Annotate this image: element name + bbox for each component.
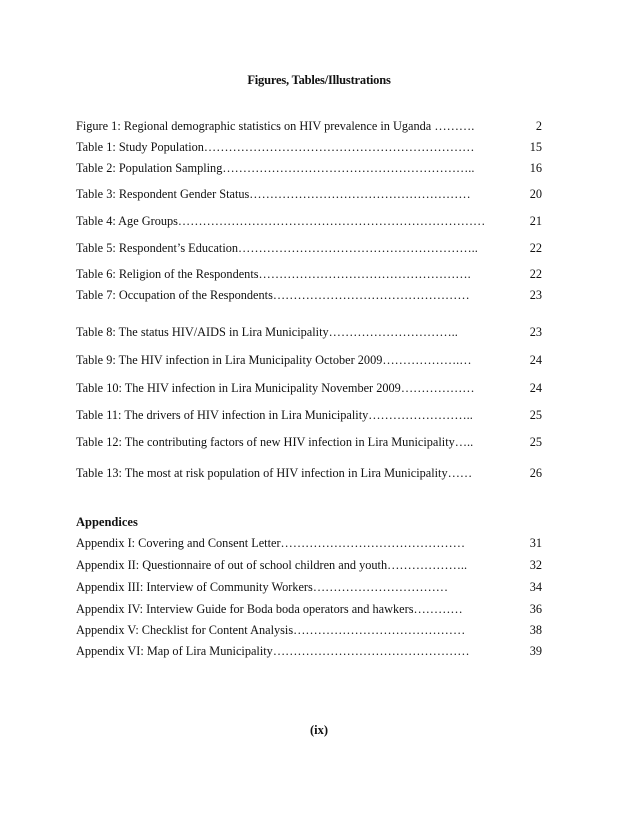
list-entry-page-number: 23 <box>529 288 542 302</box>
appendix-entry-label: Appendix V: Checklist for Content Analysis…………………………………… <box>76 623 466 637</box>
list-entry-page-number: 20 <box>529 187 542 201</box>
list-entry-label: Table 10: The HIV infection in Lira Municipality November 2009……………… <box>76 381 475 395</box>
list-entry-label: Table 2: Population Sampling…………………………………………………….. <box>76 161 475 175</box>
list-entry-label: Table 12: The contributing factors of new HIV infection in Lira Municipality….. <box>76 435 474 449</box>
list-entry-label: Table 3: Respondent Gender Status……………………………………………… <box>76 187 471 201</box>
appendices-heading: Appendices <box>76 515 138 529</box>
appendix-entry-label: Appendix I: Covering and Consent Letter……………………………………… <box>76 536 466 550</box>
list-entry-page-number: 15 <box>529 140 542 154</box>
list-entry-label: Table 8: The status HIV/AIDS in Lira Municipality………………………….. <box>76 325 458 339</box>
appendix-entry-label: Appendix IV: Interview Guide for Boda boda operators and hawkers………… <box>76 602 463 616</box>
list-entry-label: Table 5: Respondent’s Education………………………………………………….. <box>76 241 478 255</box>
appendix-entry-label: Appendix III: Interview of Community Workers…………………………… <box>76 580 449 594</box>
list-entry-label: Table 6: Religion of the Respondents……………………………………………. <box>76 267 471 281</box>
appendix-entry-page-number: 36 <box>529 602 542 616</box>
appendix-entry-page-number: 34 <box>529 580 542 594</box>
list-entry-page-number: 25 <box>529 435 542 449</box>
list-entry-label: Table 1: Study Population………………………………………………………… <box>76 140 475 154</box>
list-entry-page-number: 22 <box>529 241 542 255</box>
page-number: (ix) <box>309 723 329 737</box>
page-title: Figures, Tables/Illustrations <box>247 73 391 87</box>
appendix-entry-page-number: 31 <box>529 536 542 550</box>
list-entry-page-number: 25 <box>529 408 542 422</box>
list-entry-page-number: 24 <box>529 353 542 367</box>
appendix-entry-page-number: 39 <box>529 644 542 658</box>
list-entry-label: Figure 1: Regional demographic statistics on HIV prevalence in Uganda ………. <box>76 119 475 133</box>
list-entry-page-number: 26 <box>529 466 542 480</box>
appendix-entry-label: Appendix VI: Map of Lira Municipality………………………………………… <box>76 644 470 658</box>
list-entry-label: Table 9: The HIV infection in Lira Municipality October 2009……………….… <box>76 353 472 367</box>
list-entry-page-number: 2 <box>535 119 542 133</box>
list-entry-label: Table 7: Occupation of the Respondents………………………………………… <box>76 288 470 302</box>
list-entry-page-number: 24 <box>529 381 542 395</box>
appendix-entry-label: Appendix II: Questionnaire of out of school children and youth……………….. <box>76 558 468 572</box>
list-entry-page-number: 16 <box>529 161 542 175</box>
appendix-entry-page-number: 38 <box>529 623 542 637</box>
appendix-entry-page-number: 32 <box>529 558 542 572</box>
list-entry-label: Table 13: The most at risk population of HIV infection in Lira Municipality…… <box>76 466 473 480</box>
list-entry-page-number: 23 <box>529 325 542 339</box>
list-entry-label: Table 11: The drivers of HIV infection in Lira Municipality…………………….. <box>76 408 473 422</box>
list-entry-label: Table 4: Age Groups………………………………………………………………… <box>76 214 486 228</box>
list-entry-page-number: 21 <box>529 214 542 228</box>
list-entry-page-number: 22 <box>529 267 542 281</box>
